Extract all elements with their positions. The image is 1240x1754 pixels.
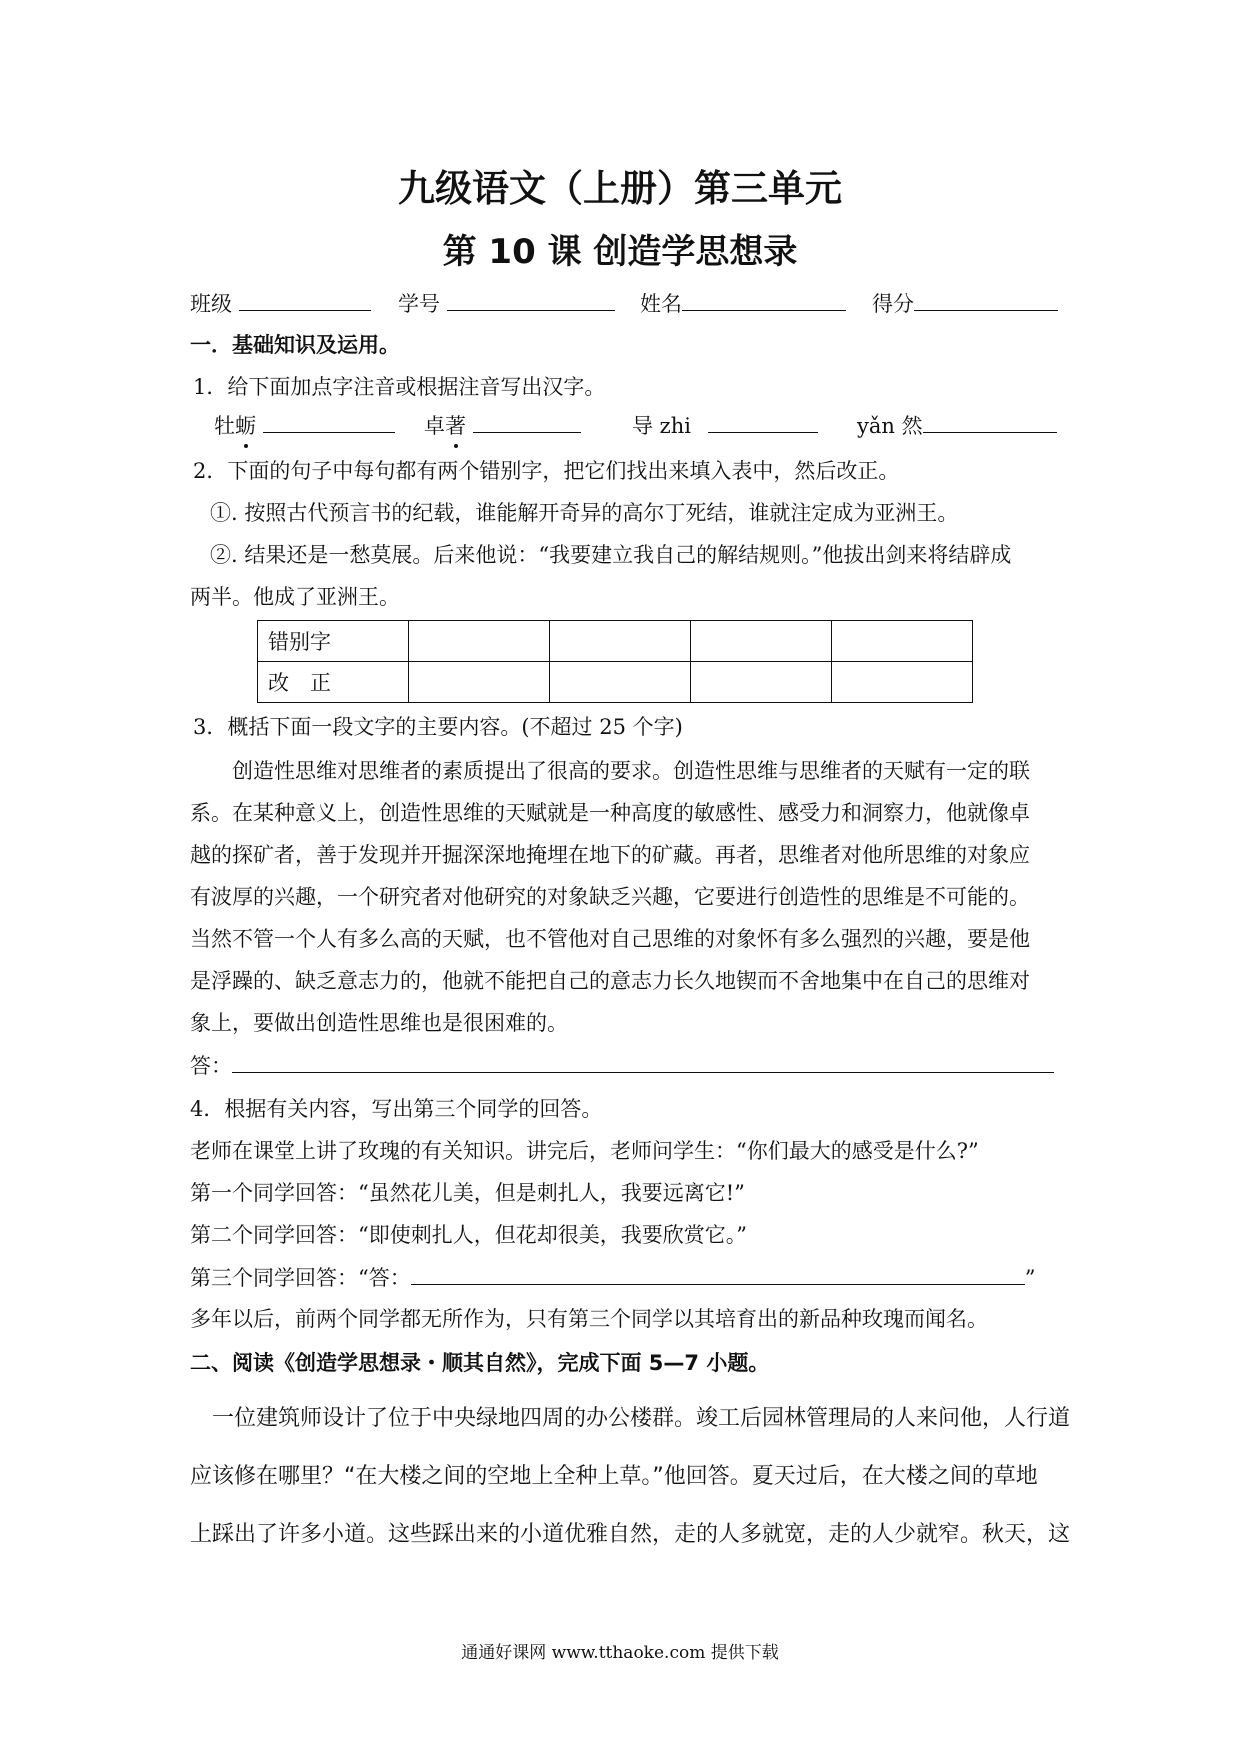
- q4-line-3: 第二个同学回答：“即使刺扎人，但花却很美，我要欣赏它。”: [190, 1223, 747, 1247]
- table-cell[interactable]: [409, 662, 550, 703]
- q3-line-5: 当然不管一个人有多么高的天赋，也不管他对自己思维的对象怀有多么强烈的兴趣，要是他: [190, 927, 1030, 951]
- q3-line-3: 越的探矿者，善于发现并开掘深深地掩埋在地下的矿藏。再者，思维者对他所思维的对象应: [190, 843, 1030, 867]
- q2-sentence-2b: 两半。他成了亚洲王。: [190, 585, 400, 609]
- q3-prompt: 3．概括下面一段文字的主要内容。(不超过 25 个字): [193, 715, 683, 739]
- q3-answer-blank[interactable]: [232, 1050, 1054, 1073]
- q4-answer-blank[interactable]: [411, 1262, 1025, 1285]
- q1-item-1: 牡蛎: [214, 410, 395, 441]
- table-header-correct: 改 正: [258, 662, 409, 703]
- q1-item-2: 卓著: [424, 410, 581, 441]
- reading-line-1: 一位建筑师设计了位于中央绿地四周的办公楼群。竣工后园林管理局的人来问他，人行道: [190, 1406, 1071, 1431]
- q4-prompt: 4．根据有关内容，写出第三个同学的回答。: [190, 1097, 603, 1121]
- info-field-number: 学号: [398, 288, 615, 319]
- q4-line-2: 第一个同学回答：“虽然花儿美，但是刺扎人，我要远离它!”: [190, 1181, 745, 1205]
- table-cell[interactable]: [550, 621, 691, 662]
- q1-blank-1[interactable]: [263, 410, 395, 433]
- table-cell[interactable]: [691, 621, 832, 662]
- q3-line-7: 象上，要做出创造性思维也是很困难的。: [190, 1011, 568, 1035]
- q1-item-3: 导 zhi: [632, 410, 818, 441]
- info-field-name: 姓名: [640, 288, 846, 319]
- reading-line-3: 上踩出了许多小道。这些踩出来的小道优雅自然，走的人多就宽，走的人少就窄。秋天，这: [190, 1522, 1071, 1547]
- q3-answer: 答：: [190, 1050, 1054, 1081]
- section1-heading: 一．基础知识及运用。: [190, 333, 400, 357]
- table-header-wrong: 错别字: [258, 621, 409, 662]
- q2-sentence-1: ①. 按照古代预言书的纪载，谁能解开奇异的高尔丁死结，谁就注定成为亚洲王。: [210, 501, 959, 525]
- table-cell[interactable]: [832, 662, 973, 703]
- table-row: [258, 662, 973, 703]
- name-blank[interactable]: [682, 288, 846, 311]
- section2-heading: 二、阅读《创造学思想录・顺其自然》，完成下面 5—7 小题。: [190, 1351, 770, 1375]
- table-cell[interactable]: [691, 662, 832, 703]
- q4-third-answer: 第三个同学回答：“答： ”: [190, 1262, 1036, 1293]
- q1-item-4: yǎn 然: [857, 410, 1057, 441]
- footer-source: 通通好课网 www.tthaoke.com 提供下载: [461, 1643, 779, 1663]
- table-row: [258, 621, 973, 662]
- q3-line-4: 有波厚的兴趣，一个研究者对他研究的对象缺乏兴趣，它要进行创造性的思维是不可能的。: [190, 885, 1030, 909]
- number-blank[interactable]: [447, 288, 615, 311]
- score-blank[interactable]: [914, 288, 1058, 311]
- lesson-title: 第 10 课 创造学思想录: [442, 232, 798, 272]
- info-field-score: 得分: [872, 288, 1058, 319]
- q4-after: 多年以后，前两个同学都无所作为，只有第三个同学以其培育出的新品种玫瑰而闻名。: [190, 1307, 988, 1331]
- q2-sentence-2a: ②. 结果还是一愁莫展。后来他说：“我要建立我自己的解结规则。”他拔出剑来将结辟成: [210, 543, 1012, 567]
- q2-prompt: 2．下面的句子中每句都有两个错别字，把它们找出来填入表中，然后改正。: [193, 459, 900, 483]
- q3-line-1: 创造性思维对思维者的素质提出了很高的要求。创造性思维与思维者的天赋有一定的联: [190, 759, 1030, 783]
- q1-blank-3[interactable]: [708, 410, 818, 433]
- q1-prompt: 1．给下面加点字注音或根据注音写出汉字。: [193, 375, 606, 399]
- q1-blank-4[interactable]: [923, 410, 1057, 433]
- class-blank[interactable]: [239, 288, 371, 311]
- q4-line-1: 老师在课堂上讲了玫瑰的有关知识。讲完后，老师问学生：“你们最大的感受是什么?”: [190, 1139, 979, 1163]
- table-cell[interactable]: [550, 662, 691, 703]
- info-field-class: 班级: [190, 288, 371, 319]
- correction-table: [257, 620, 973, 703]
- table-cell[interactable]: [832, 621, 973, 662]
- q1-blank-2[interactable]: [473, 410, 581, 433]
- q3-line-2: 系。在某种意义上，创造性思维的天赋就是一种高度的敏感性、感受力和洞察力，他就像卓: [190, 801, 1030, 825]
- page-title: 九级语文（上册）第三单元: [398, 167, 842, 210]
- q3-line-6: 是浮躁的、缺乏意志力的，他就不能把自己的意志力长久地锲而不舍地集中在自己的思维对: [190, 969, 1030, 993]
- reading-line-2: 应该修在哪里？“在大楼之间的空地上全种上草。”他回答。夏天过后，在大楼之间的草地: [190, 1464, 1038, 1489]
- table-cell[interactable]: [409, 621, 550, 662]
